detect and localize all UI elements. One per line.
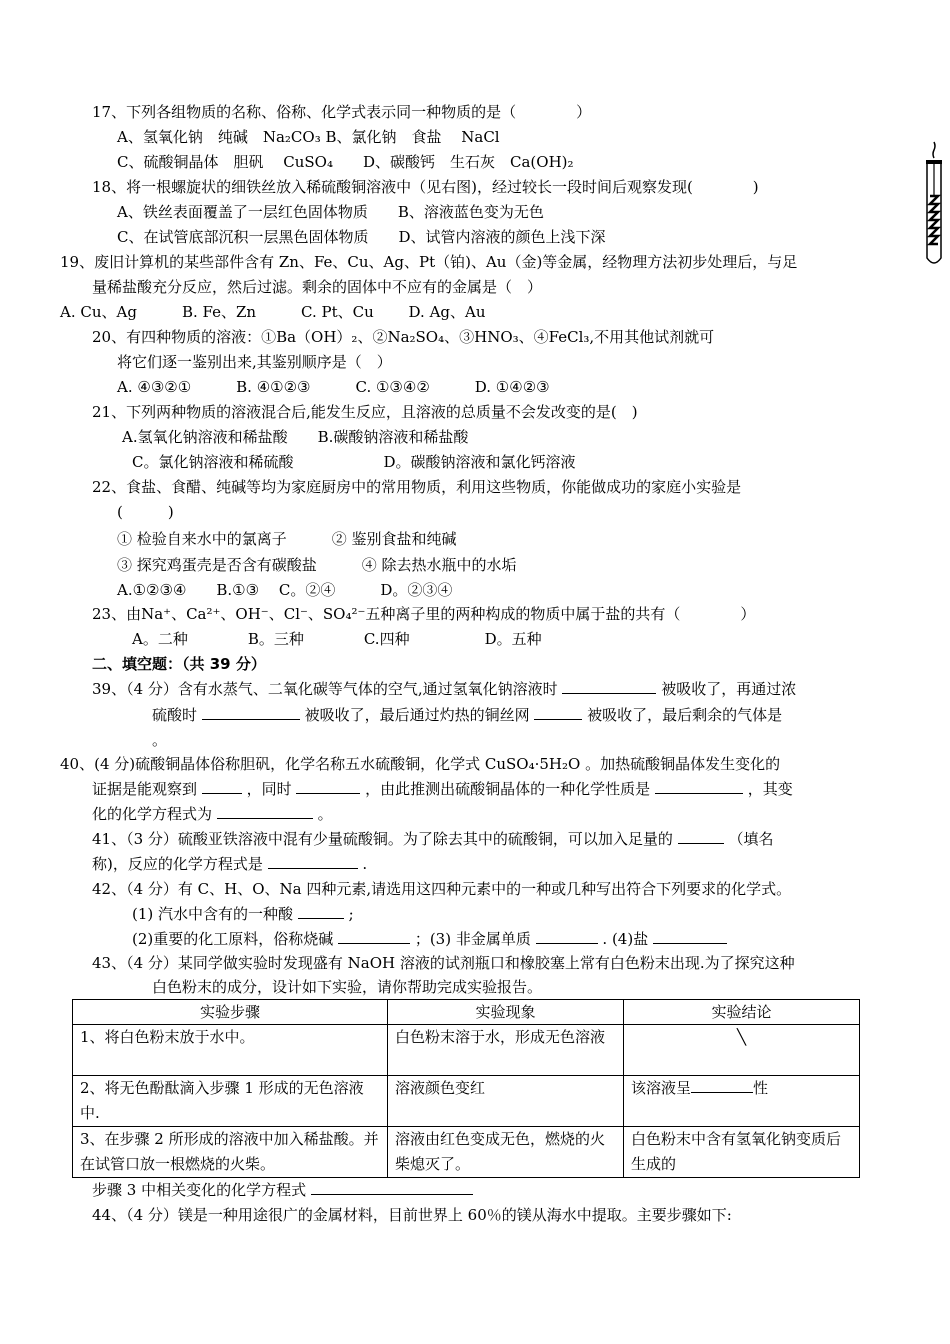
q39-text-3: 硫酸时 [152, 706, 198, 724]
table-cell [624, 1025, 860, 1076]
q42-blank-2[interactable] [338, 929, 410, 944]
q43-after-text: 步骤 3 中相关变化的化学方程式 [92, 1181, 307, 1199]
q42-text-3: (2)重要的化工原料，俗称烧碱 [132, 930, 334, 948]
table-cell: 溶液颜色变红 [388, 1076, 624, 1127]
table-cell: 白色粉末溶于水，形成无色溶液 [388, 1025, 624, 1076]
table-cell: 白色粉末中含有氢氧化钠变质后生成的 [624, 1127, 860, 1178]
table-header: 实验步骤 [73, 1000, 388, 1025]
q39-line3: 。 [152, 731, 168, 749]
q42-stem: 42、（4 分）有 C、H、O、Na 四种元素,请选用这四种元素中的一种或几种写出符合下列要求的化学式。 [92, 880, 792, 898]
q40-blank-1[interactable] [202, 779, 242, 794]
q40-blank-3[interactable] [655, 779, 743, 794]
q40-blank-4[interactable] [217, 804, 313, 819]
q42-blank-1[interactable] [298, 904, 344, 919]
q40-blank-2[interactable] [296, 779, 360, 794]
q44-line1: 44、（4 分）镁是一种用途很广的金属材料，目前世界上 60％的镁从海水中提取。主要步骤如下: [92, 1206, 732, 1224]
table-cell: 3、在步骤 2 所形成的溶液中加入稀盐酸。并在试管口放一根燃烧的火柴。 [73, 1127, 388, 1178]
q42-blank-3[interactable] [536, 929, 598, 944]
table-row [73, 1076, 860, 1127]
table-cell: 溶液由红色变成无色，燃烧的火柴熄灭了。 [388, 1127, 624, 1178]
q40-text-1: 证据是能观察到 [92, 780, 198, 798]
q39-text-5: 被吸收了，最后剩余的气体是 [587, 706, 783, 724]
q21-stem: 21、下列两种物质的溶液混合后,能发生反应，且溶液的总质量不会发改变的是( ) [92, 403, 638, 421]
q40-line2 [92, 779, 793, 799]
q41-text-3: 称)，反应的化学方程式是 [92, 855, 263, 873]
q18-options-ab: A、铁丝表面覆盖了一层红色固体物质 B、溶液蓝色变为无色 [117, 203, 544, 221]
q18-stem: 18、将一根螺旋状的细铁丝放入稀硫酸铜溶液中（见右图)，经过较长一段时间后观察发现( ) [92, 178, 759, 196]
q39-blank-2[interactable] [202, 705, 300, 720]
q43-line2: 白色粉末的成分，设计如下实验，请你帮助完成实验报告。 [152, 978, 543, 996]
q39-blank-1[interactable] [562, 679, 656, 694]
q39-line1 [92, 679, 796, 699]
q41-line1 [92, 829, 773, 849]
q21-options-ab: A.氢氧化钠溶液和稀盐酸 B.碳酸钠溶液和稀盐酸 [122, 428, 469, 446]
q17-stem: 17、下列各组物质的名称、俗称、化学式表示同一种物质的是（ ） [92, 103, 592, 121]
q23-stem: 23、由Na⁺、Ca²⁺、OH⁻、Cl⁻、SO₄²⁻五种离子里的两种构成的物质中属于盐的共有（ ） [92, 605, 756, 623]
conclusion-text: 该溶液呈 [631, 1079, 692, 1097]
test-tube-figure [922, 140, 946, 270]
table-cell [624, 1076, 860, 1127]
q40-text-6: 。 [317, 805, 333, 823]
q22-items-12: ① 检验自来水中的氯离子 ② 鉴别食盐和纯碱 [117, 530, 457, 548]
q19-line1: 19、废旧计算机的某些部件含有 Zn、Fe、Cu、Ag、Pt（铂)、Au（金)等金属，经物理方法初步处理后，与足 [60, 253, 798, 271]
q22-items-34: ③ 探究鸡蛋壳是否含有碳酸盐 ④ 除去热水瓶中的水垢 [117, 556, 517, 574]
conclusion-suffix: 性 [753, 1079, 769, 1097]
q23-options: A。二种 B。三种 C.四种 D。五种 [132, 630, 542, 648]
q20-line2: 将它们逐一鉴别出来,其鉴别顺序是（ ） [117, 353, 392, 371]
q43-blank-equation[interactable] [311, 1180, 473, 1195]
q19-line2: 量稀盐酸充分反应，然后过滤。剩余的固体中不应有的金属是（ ） [92, 278, 543, 296]
q40-text-5: 化的化学方程式为 [92, 805, 213, 823]
q20-line1: 20、有四种物质的溶液：①Ba（OH）₂、②Na₂SO₄、③HNO₃、④FeCl₃,不用其他试剂就可 [92, 328, 715, 346]
q41-blank-2[interactable] [268, 854, 358, 869]
q41-blank-1[interactable] [678, 829, 724, 844]
q40-text-4: ，其变 [747, 780, 793, 798]
q39-text-1: 39、（4 分）含有水蒸气、二氧化碳等气体的空气,通过氢氧化钠溶液时 [92, 680, 558, 698]
q40-text-3: ，由此推测出硫酸铜晶体的一种化学性质是 [365, 780, 651, 798]
q42-text-5: . (4)盐 [602, 930, 649, 948]
experiment-report-table [72, 999, 860, 1178]
q40-line1: 40、(4 分)硫酸铜晶体俗称胆矾，化学名称五水硫酸铜，化学式 CuSO₄·5H₂O 。加热硫酸铜晶体发生变化的 [60, 755, 781, 773]
q43-after [92, 1180, 473, 1200]
table-row [73, 1025, 860, 1076]
q42-text-4: ；(3) 非金属单质 [414, 930, 531, 948]
table-header-row [73, 1000, 860, 1025]
table-cell: 1、将白色粉末放于水中。 [73, 1025, 388, 1076]
table-blank-1[interactable] [691, 1078, 753, 1093]
q19-options: A. Cu、Ag B. Fe、Zn C. Pt、Cu D. Ag、Au [60, 303, 486, 321]
table-row [73, 1127, 860, 1178]
q22-line2: ( ) [117, 503, 174, 521]
q42-line2 [132, 904, 354, 924]
q42-text-2: ; [348, 905, 354, 923]
table-header: 实验结论 [624, 1000, 860, 1025]
table-cell: 2、将无色酚酞滴入步骤 1 形成的无色溶液中. [73, 1076, 388, 1127]
q42-blank-4[interactable] [653, 929, 727, 944]
q40-line3 [92, 804, 333, 824]
q21-options-cd: C。氯化钠溶液和稀硫酸 D。碳酸钠溶液和氯化钙溶液 [132, 453, 576, 471]
q22-options: A.①②③④ B.①③ C。②④ D。②③④ [117, 581, 453, 599]
section-heading-fill-blank: 二、填空题：（共 39 分） [92, 655, 266, 673]
q41-line2 [92, 854, 367, 874]
q41-text-1: 41、（3 分）硫酸亚铁溶液中混有少量硫酸铜。为了除去其中的硫酸铜，可以加入足量的 [92, 830, 673, 848]
slash-mark: ╲ [736, 1028, 747, 1046]
q42-text-1: (1) 汽水中含有的一种酸 [132, 905, 294, 923]
table-header: 实验现象 [388, 1000, 624, 1025]
q42-line3 [132, 929, 727, 949]
q39-text-4: 被吸收了，最后通过灼热的铜丝网 [304, 706, 530, 724]
q20-options: A. ④③②① B. ④①②③ C. ①③④② D. ①④②③ [117, 378, 550, 396]
q39-blank-3[interactable] [534, 705, 582, 720]
q40-text-2: ，同时 [246, 780, 292, 798]
q41-text-4: . [362, 855, 368, 873]
q43-line1: 43、（4 分）某同学做实验时发现盛有 NaOH 溶液的试剂瓶口和橡胶塞上常有白色粉末出现.为了探究这种 [92, 954, 795, 972]
q39-text-2: 被吸收了，再通过浓 [661, 680, 797, 698]
q18-options-cd: C、在试管底部沉积一层黑色固体物质 D、试管内溶液的颜色上浅下深 [117, 228, 606, 246]
q39-line2 [152, 705, 782, 725]
q41-text-2: （填名 [728, 830, 774, 848]
q17-options-ab: A、氢氧化钠 纯碱 Na₂CO₃ B、氯化钠 食盐 NaCl [117, 128, 500, 146]
q22-line1: 22、食盐、食醋、纯碱等均为家庭厨房中的常用物质，利用这些物质，你能做成功的家庭小实验是 [92, 478, 742, 496]
q17-options-cd: C、硫酸铜晶体 胆矾 CuSO₄ D、碳酸钙 生石灰 Ca(OH)₂ [117, 153, 574, 171]
